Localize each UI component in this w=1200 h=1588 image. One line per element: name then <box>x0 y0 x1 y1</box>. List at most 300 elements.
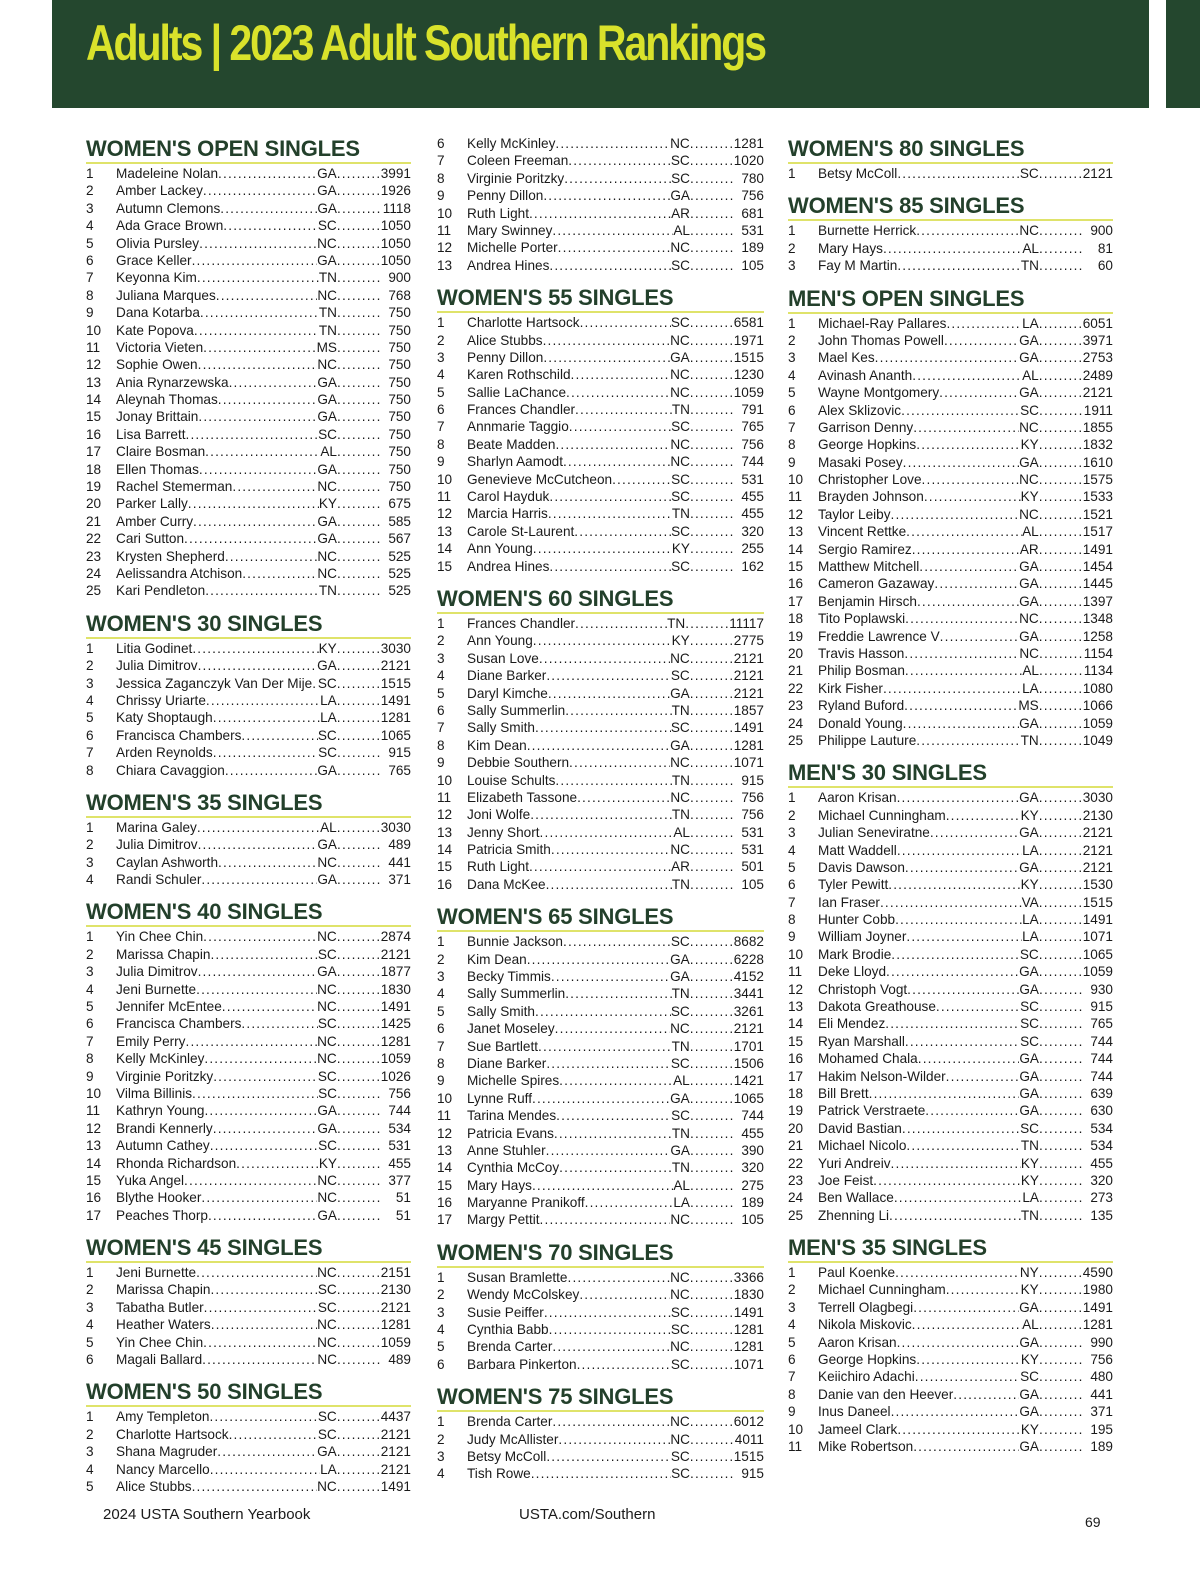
ranking-row <box>437 1211 764 1228</box>
dot-leader <box>915 1368 1020 1385</box>
dot-leader <box>527 737 670 754</box>
ranking-points: 1491 <box>380 999 411 1015</box>
player-name: Andrea Hines <box>467 257 550 273</box>
ranking-points: 1575 <box>1082 472 1113 488</box>
player-name: Marina Galey <box>116 819 197 835</box>
dot-leader <box>337 269 381 286</box>
player-name: Dakota Greathouse <box>818 999 936 1015</box>
rank-number: 1 <box>86 1265 94 1281</box>
player-name: Michael Nicolo <box>818 1138 907 1154</box>
ranking-row <box>86 871 411 888</box>
rank-number: 8 <box>437 436 445 452</box>
dot-leader <box>690 332 734 349</box>
ranking-points: 2121 <box>380 1444 411 1460</box>
ranking-row <box>788 1299 1113 1316</box>
dot-leader <box>337 1316 381 1333</box>
dot-leader <box>1039 1299 1083 1316</box>
dot-leader <box>1039 1351 1083 1368</box>
player-name: Mary Hays <box>467 1177 532 1193</box>
rank-number: 2 <box>437 1431 445 1447</box>
dot-leader <box>886 963 1019 980</box>
ranking-points: 455 <box>1090 1155 1113 1171</box>
dot-leader <box>188 495 319 512</box>
rank-number: 21 <box>788 663 804 679</box>
ranking-points: 1080 <box>1082 680 1113 696</box>
ranking-row <box>437 1125 764 1142</box>
dot-leader <box>241 727 317 744</box>
player-name: George Hopkins <box>818 437 917 453</box>
rank-number: 18 <box>86 461 102 477</box>
ranking-points: 320 <box>741 523 764 539</box>
dot-leader <box>1039 240 1083 257</box>
ranking-points: 1491 <box>380 692 411 708</box>
player-state: NC <box>317 565 337 581</box>
ranking-points: 1530 <box>1082 877 1113 893</box>
ranking-row <box>86 252 411 269</box>
ranking-row <box>86 1478 411 1495</box>
player-name: Kim Dean <box>467 737 527 753</box>
rank-number: 6 <box>86 252 94 268</box>
player-state: GA <box>1019 825 1039 841</box>
player-state: GA <box>317 1103 337 1119</box>
ranking-row <box>86 304 411 321</box>
player-name: Yuka Angel <box>116 1172 185 1188</box>
ranking-points: 1281 <box>380 710 411 726</box>
player-state: NC <box>670 842 690 858</box>
player-state: TN <box>318 270 337 286</box>
ranking-points: 1071 <box>1082 929 1113 945</box>
player-state: GA <box>317 200 337 216</box>
dot-leader <box>337 513 381 530</box>
rank-number: 17 <box>788 593 804 609</box>
player-state: NC <box>317 235 337 251</box>
dot-leader <box>337 963 381 980</box>
player-name: Elizabeth Tassone <box>467 789 578 805</box>
ranking-points: 1515 <box>1082 894 1113 910</box>
player-name: Mael Kes <box>818 350 875 366</box>
ranking-section <box>86 610 411 779</box>
ranking-points: 1059 <box>380 1051 411 1067</box>
ranking-points: 2121 <box>1082 842 1113 858</box>
ranking-points: 1154 <box>1083 645 1113 661</box>
dot-leader <box>337 287 381 304</box>
ranking-row <box>86 1264 411 1281</box>
ranking-row <box>788 1351 1113 1368</box>
dot-leader <box>337 391 381 408</box>
dot-leader <box>1039 1189 1083 1206</box>
player-state: SC <box>317 1299 337 1315</box>
player-state: TN <box>318 322 337 338</box>
ranking-points: 2130 <box>1082 807 1113 823</box>
player-name: Kelly McKinley <box>467 136 556 151</box>
dot-leader <box>337 1281 381 1298</box>
dot-leader <box>906 1137 1020 1154</box>
dot-leader <box>925 1102 1019 1119</box>
dot-leader <box>337 200 381 217</box>
player-name: Louise Schults <box>467 772 556 788</box>
dot-leader <box>946 1281 1021 1298</box>
dot-leader <box>337 565 381 582</box>
player-name: Blythe Hooker <box>116 1190 202 1206</box>
dot-leader <box>1039 367 1083 384</box>
player-state: NC <box>670 367 690 383</box>
dot-leader <box>210 1461 320 1478</box>
dot-leader <box>888 876 1020 893</box>
player-state: GA <box>1019 559 1039 575</box>
player-name: Tish Rowe <box>467 1466 531 1482</box>
ranking-row <box>86 530 411 547</box>
rank-number: 4 <box>788 367 796 383</box>
rank-number: 3 <box>437 969 445 985</box>
rank-number: 20 <box>86 496 102 512</box>
ranking-row <box>788 842 1113 859</box>
dot-leader <box>213 1068 318 1085</box>
rank-number: 19 <box>86 479 102 495</box>
rank-number: 9 <box>437 755 445 771</box>
dot-leader <box>337 1033 381 1050</box>
dot-leader <box>690 685 734 702</box>
ranking-row <box>86 217 411 234</box>
dot-leader <box>565 702 671 719</box>
rank-number: 1 <box>788 166 796 181</box>
dot-leader <box>200 304 319 321</box>
ranking-row <box>86 1050 411 1067</box>
player-state: GA <box>670 1142 690 1158</box>
dot-leader <box>337 1478 381 1495</box>
rank-number: 21 <box>86 513 102 529</box>
rank-number: 25 <box>788 732 804 748</box>
dot-leader <box>241 1015 317 1032</box>
ranking-row <box>437 1194 764 1211</box>
rank-number: 13 <box>788 999 804 1015</box>
header-edge-tab <box>1166 0 1200 108</box>
ranking-points: 681 <box>741 205 764 221</box>
player-state: SC <box>1019 946 1039 962</box>
rank-number: 3 <box>788 350 796 366</box>
section-title: MEN'S 30 SINGLES <box>788 759 1113 788</box>
ranking-points: 630 <box>1090 1103 1113 1119</box>
rank-number: 9 <box>788 929 796 945</box>
player-state: GA <box>317 513 337 529</box>
ranking-row <box>788 859 1113 876</box>
dot-leader <box>1039 575 1083 592</box>
player-state: LA <box>320 710 337 726</box>
rank-number: 11 <box>788 489 803 505</box>
player-state: SC <box>318 1138 337 1154</box>
dot-leader <box>946 315 1022 332</box>
dot-leader <box>690 1125 734 1142</box>
dot-leader <box>532 1177 673 1194</box>
dot-leader <box>1039 222 1083 239</box>
dot-leader <box>218 854 317 871</box>
player-state: SC <box>670 1356 690 1372</box>
player-state: TN <box>671 807 690 823</box>
ranking-row <box>788 610 1113 627</box>
dot-leader <box>540 824 674 841</box>
ranking-points: 1281 <box>1082 1317 1113 1333</box>
player-state: GA <box>1019 385 1039 401</box>
player-state: SC <box>318 426 337 442</box>
dot-leader <box>690 1356 734 1373</box>
rank-number: 7 <box>788 1369 796 1385</box>
player-name: William Joyner <box>818 929 907 945</box>
dot-leader <box>690 824 734 841</box>
dot-leader <box>690 1107 734 1124</box>
dot-leader <box>551 968 670 985</box>
rank-number: 15 <box>86 409 102 425</box>
player-name: Michelle Spires <box>467 1073 560 1089</box>
ranking-points: 1050 <box>380 235 411 251</box>
ranking-points: 525 <box>388 583 411 599</box>
rank-number: 15 <box>788 1033 804 1049</box>
dot-leader <box>193 513 317 530</box>
dot-leader <box>555 135 670 152</box>
ranking-section <box>437 1383 764 1483</box>
dot-leader <box>1039 842 1083 859</box>
dot-leader <box>337 675 381 692</box>
player-state: GA <box>1019 628 1039 644</box>
player-name: Virginie Poritzky <box>116 1068 214 1084</box>
player-name: Chrissy Uriarte <box>116 692 206 708</box>
ranking-row <box>788 1264 1113 1281</box>
dot-leader <box>913 419 1019 436</box>
rank-number: 5 <box>437 1339 445 1355</box>
dot-leader <box>1039 645 1083 662</box>
ranking-row <box>86 981 411 998</box>
dot-leader <box>690 314 734 331</box>
ranking-points: 320 <box>1090 1172 1113 1188</box>
dot-leader <box>1039 1403 1083 1420</box>
ranking-row <box>437 1159 764 1176</box>
player-name: Jonay Brittain <box>116 409 199 425</box>
ranking-points: 2121 <box>1082 166 1113 181</box>
player-name: Anne Stuhler <box>467 1142 546 1158</box>
dot-leader <box>532 1090 670 1107</box>
player-state: NC <box>317 1352 337 1368</box>
rank-number: 22 <box>788 1155 804 1171</box>
ranking-points: 1281 <box>733 1339 764 1355</box>
ranking-row <box>86 640 411 657</box>
rank-number: 6 <box>86 1016 94 1032</box>
rank-number: 9 <box>437 1073 445 1089</box>
dot-leader <box>201 1189 317 1206</box>
dot-leader <box>1039 610 1083 627</box>
rank-number: 16 <box>788 576 804 592</box>
dot-leader <box>565 985 671 1002</box>
player-name: Travis Hasson <box>818 645 905 661</box>
dot-leader <box>1039 1316 1083 1333</box>
rank-number: 13 <box>437 1142 453 1158</box>
player-name: Kelly McKinley <box>116 1051 205 1067</box>
ranking-row <box>788 1368 1113 1385</box>
ranking-points: 441 <box>1090 1386 1113 1402</box>
rank-number: 3 <box>437 650 445 666</box>
dot-leader <box>204 1050 317 1067</box>
ranking-row <box>86 495 411 512</box>
dot-leader <box>690 1072 734 1089</box>
dot-leader <box>690 737 734 754</box>
dot-leader <box>903 454 1019 471</box>
player-name: Amy Templeton <box>116 1409 210 1425</box>
ranking-points: 675 <box>388 496 411 512</box>
ranking-points: 915 <box>741 1466 764 1482</box>
rank-number: 2 <box>788 807 796 823</box>
dot-leader <box>337 928 381 945</box>
player-state: SC <box>671 1466 690 1482</box>
ranking-row <box>437 1055 764 1072</box>
player-name: Sally Summerlin <box>467 986 566 1002</box>
dot-leader <box>337 819 381 836</box>
ranking-row <box>437 314 764 331</box>
dot-leader <box>184 1172 317 1189</box>
dot-leader <box>917 593 1019 610</box>
dot-leader <box>551 841 671 858</box>
player-name: Joni Wolfe <box>467 807 531 823</box>
ranking-row <box>788 558 1113 575</box>
ranking-section <box>437 135 764 274</box>
player-name: Francisca Chambers <box>116 727 242 743</box>
rank-number: 1 <box>788 223 796 239</box>
dot-leader <box>543 332 671 349</box>
player-name: Benjamin Hirsch <box>818 593 917 609</box>
ranking-row <box>788 315 1113 332</box>
ranking-row <box>788 488 1113 505</box>
player-name: Rhonda Richardson <box>116 1155 237 1171</box>
ranking-row <box>86 1155 411 1172</box>
footer-publication: 2024 USTA Southern Yearbook <box>103 1506 311 1523</box>
dot-leader <box>337 1334 381 1351</box>
rank-number: 23 <box>86 548 102 564</box>
player-state: GA <box>1019 859 1039 875</box>
player-name: Marissa Chapin <box>116 946 211 962</box>
dot-leader <box>1039 715 1083 732</box>
player-name: Julian Seneviratne <box>818 825 930 841</box>
player-name: Aaron Krisan <box>818 1334 897 1350</box>
player-name: John Thomas Powell <box>818 332 944 348</box>
dot-leader <box>337 356 381 373</box>
dot-leader <box>210 946 317 963</box>
player-state: SC <box>671 1108 690 1124</box>
player-state: GA <box>1019 454 1039 470</box>
player-name: Christopher Love <box>818 472 922 488</box>
rank-number: 8 <box>437 170 445 186</box>
player-name: Carole St-Laurent <box>467 523 575 539</box>
rank-number: 4 <box>86 872 94 888</box>
player-name: Betsy McColl <box>467 1449 547 1464</box>
rank-number: 2 <box>86 837 94 853</box>
dot-leader <box>337 1015 381 1032</box>
ranking-points: 756 <box>741 188 764 204</box>
rank-number: 4 <box>86 692 94 708</box>
ranking-points: 744 <box>1090 1033 1113 1049</box>
dot-leader <box>184 530 317 547</box>
dot-leader <box>690 858 734 875</box>
player-state: KY <box>318 496 337 512</box>
player-state: AR <box>671 205 690 221</box>
dot-leader <box>1039 680 1083 697</box>
section-title: WOMEN'S 70 SINGLES <box>437 1239 764 1268</box>
rank-number: 12 <box>788 981 804 997</box>
dot-leader <box>337 1408 381 1425</box>
ranking-points: 744 <box>388 1103 411 1119</box>
ranking-row <box>788 1189 1113 1206</box>
dot-leader <box>539 650 670 667</box>
dot-leader <box>913 1438 1019 1455</box>
player-state: GA <box>1019 576 1039 592</box>
dot-leader <box>1039 454 1083 471</box>
rankings-column-2 <box>437 135 764 1493</box>
ranking-section <box>86 898 411 1224</box>
player-state: SC <box>670 1304 690 1320</box>
dot-leader <box>197 269 319 286</box>
player-name: Michael Cunningham <box>818 807 946 823</box>
ranking-section <box>788 135 1113 182</box>
ranking-row <box>788 1068 1113 1085</box>
section-title: WOMEN'S 60 SINGLES <box>437 585 764 614</box>
player-state: TN <box>1020 732 1039 748</box>
ranking-points: 2121 <box>733 668 764 684</box>
dot-leader <box>1039 1281 1083 1298</box>
player-state: SC <box>317 675 337 691</box>
ranking-row <box>86 582 411 599</box>
player-name: Sue Bartlett <box>467 1038 539 1054</box>
player-state: SC <box>670 1322 690 1338</box>
player-state: GA <box>1019 1404 1039 1420</box>
rank-number: 10 <box>437 471 453 487</box>
ranking-points: 189 <box>741 240 764 256</box>
rank-number: 23 <box>788 698 804 714</box>
dot-leader <box>337 657 381 674</box>
ranking-row <box>437 1338 764 1355</box>
player-state: GA <box>1019 981 1039 997</box>
player-state: GA <box>317 872 337 888</box>
rank-number: 1 <box>788 1265 796 1281</box>
rank-number: 2 <box>86 183 94 199</box>
player-name: Deke Lloyd <box>818 964 887 980</box>
ranking-row <box>788 1015 1113 1032</box>
player-name: Michelle Porter <box>467 240 558 256</box>
ranking-row <box>437 933 764 950</box>
player-name: Brenda Carter <box>467 1339 553 1355</box>
ranking-points: 1421 <box>733 1073 764 1089</box>
ranking-points: 1491 <box>380 1479 411 1494</box>
player-name: Paul Koenke <box>818 1265 896 1281</box>
player-name: Kate Popova <box>116 322 194 338</box>
ranking-row <box>86 1085 411 1102</box>
ranking-row <box>788 1085 1113 1102</box>
player-name: Nancy Marcello <box>116 1461 210 1477</box>
dot-leader <box>690 933 734 950</box>
ranking-points: 930 <box>1090 981 1113 997</box>
dot-leader <box>690 772 734 789</box>
ranking-points: 525 <box>388 548 411 564</box>
dot-leader <box>337 548 381 565</box>
ranking-row <box>788 419 1113 436</box>
player-name: Victoria Vieten <box>116 339 204 355</box>
rank-number: 15 <box>788 559 804 575</box>
dot-leader <box>916 732 1020 749</box>
rank-number: 12 <box>86 357 102 373</box>
player-state: KY <box>1020 1155 1039 1171</box>
dot-leader <box>568 152 671 169</box>
player-name: Hunter Cobb <box>818 912 896 928</box>
ranking-points: 1281 <box>733 737 764 753</box>
ranking-points: 1506 <box>733 1055 764 1071</box>
ranking-row <box>788 367 1113 384</box>
player-state: NC <box>317 1051 337 1067</box>
dot-leader <box>690 1003 734 1020</box>
ranking-row <box>788 1334 1113 1351</box>
